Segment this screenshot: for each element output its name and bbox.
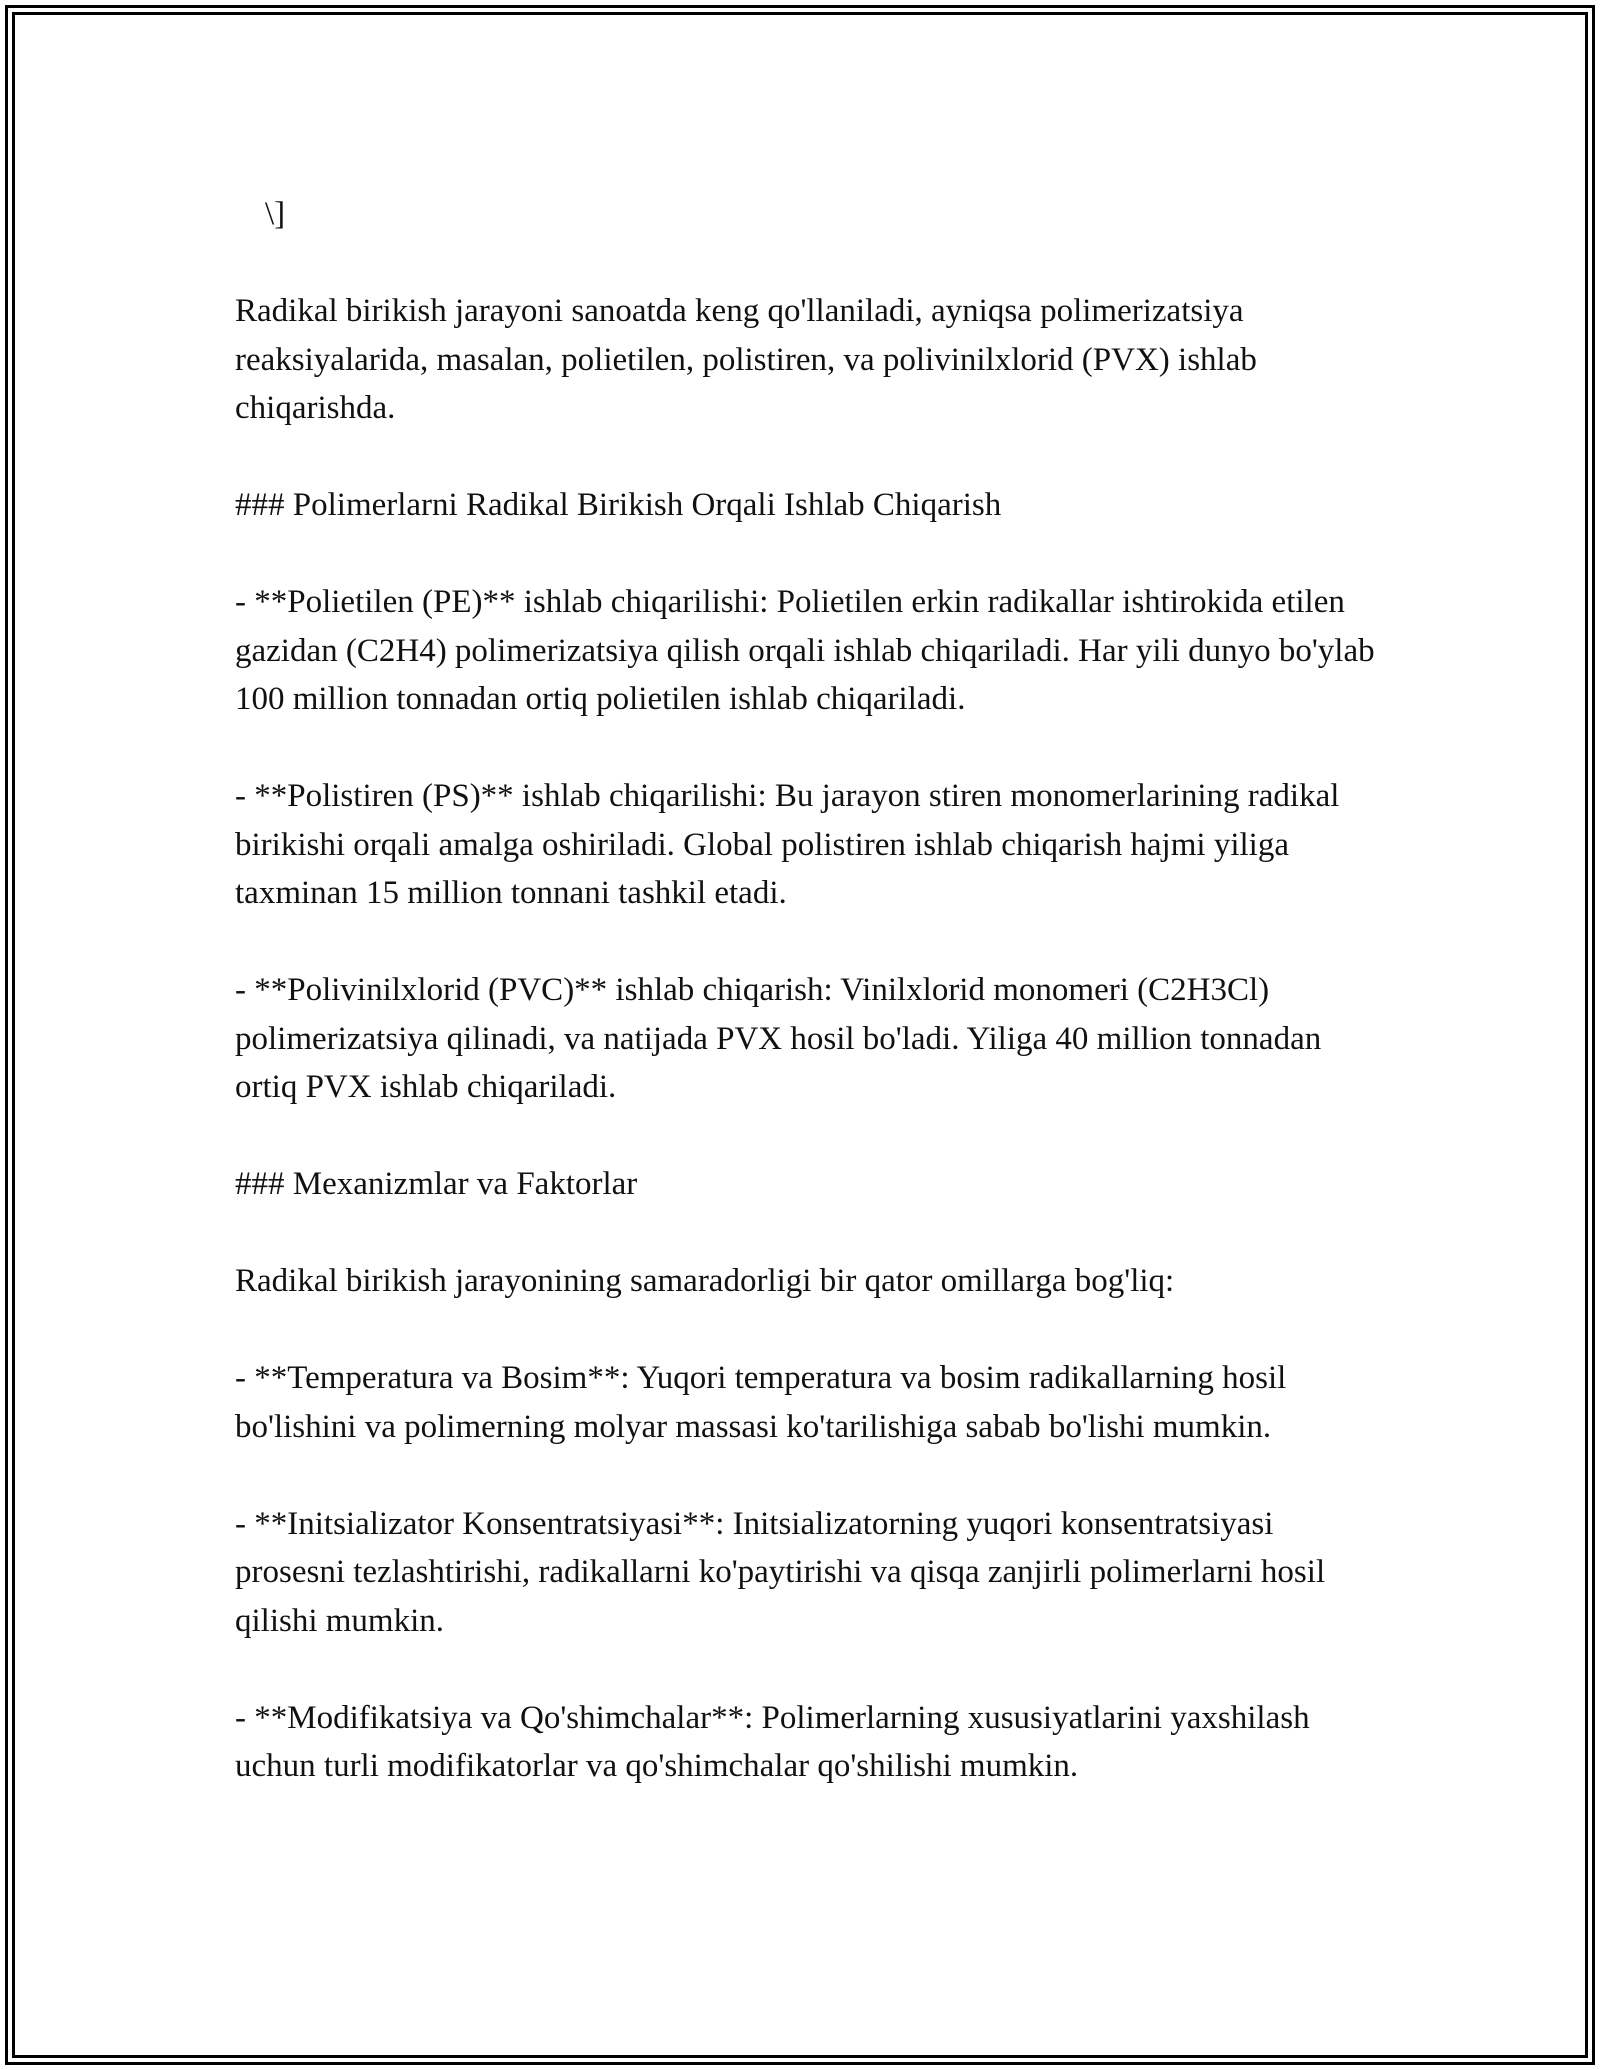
- document-body: [235, 190, 1383, 1791]
- list-item-modification: - **Modifikatsiya va Qo'shimchalar**: Polimerlarning xususiyatlarini yaxshilash uchun turli modifikatorlar va qo'shimchalar qo'shilishi mumkin.: [235, 1699, 1318, 1784]
- section-heading-production: ### Polimerlarni Radikal Birikish Orqali Ishlab Chiqarish: [235, 487, 1002, 523]
- list-item-initiator: - **Initsializator Konsentratsiyasi**: Initsializatorning yuqori konsentratsiyasi prosesni tezlashtirishi, radikallarni ko'paytirishi va qisqa zanjirli polimerlarni hosil qilishi mumkin.: [235, 1505, 1334, 1639]
- list-item-polyethylene: - **Polietilen (PE)** ishlab chiqarilishi: Polietilen erkin radikallar ishtirokida etilen gazidan (C2H4) polimerizatsiya qilish orqali ishlab chiqariladi. Har yili dunyo bo'ylab 100 million tonnadan ortiq polietilen ishlab chiqariladi.: [235, 584, 1383, 717]
- list-item-temperature: - **Temperatura va Bosim**: Yuqori temperatura va bosim radikallarning hosil bo'lishini va polimerning molyar massasi ko'tarilishiga sabab bo'lishi mumkin.: [235, 1360, 1295, 1445]
- factors-intro-paragraph: Radikal birikish jarayonining samaradorligi bir qator omillarga bog'liq:: [235, 1263, 1175, 1299]
- intro-paragraph: Radikal birikish jarayoni sanoatda keng qo'llaniladi, ayniqsa polimerizatsiya reaksiyalarida, masalan, polietilen, polistiren, va polivinilxlorid (PVX) ishlab chiqarishda.: [235, 293, 1266, 426]
- latex-fragment: \]: [265, 196, 286, 232]
- list-item-polystyrene: - **Polistiren (PS)** ishlab chiqarilishi: Bu jarayon stiren monomerlarining radikal birikishi orqali amalga oshiriladi. Global polistiren ishlab chiqarish hajmi yiliga taxminan 15 million tonnani tashkil etadi.: [235, 778, 1348, 911]
- list-item-pvc: - **Polivinilxlorid (PVC)** ishlab chiqarish: Vinilxlorid monomeri (C2H3Cl) polimerizatsiya qilinadi, va natijada PVX hosil bo'ladi. Yiliga 40 million tonnadan ortiq PVX ishlab chiqariladi.: [235, 972, 1330, 1105]
- section-heading-mechanisms: ### Mexanizmlar va Faktorlar: [235, 1166, 638, 1202]
